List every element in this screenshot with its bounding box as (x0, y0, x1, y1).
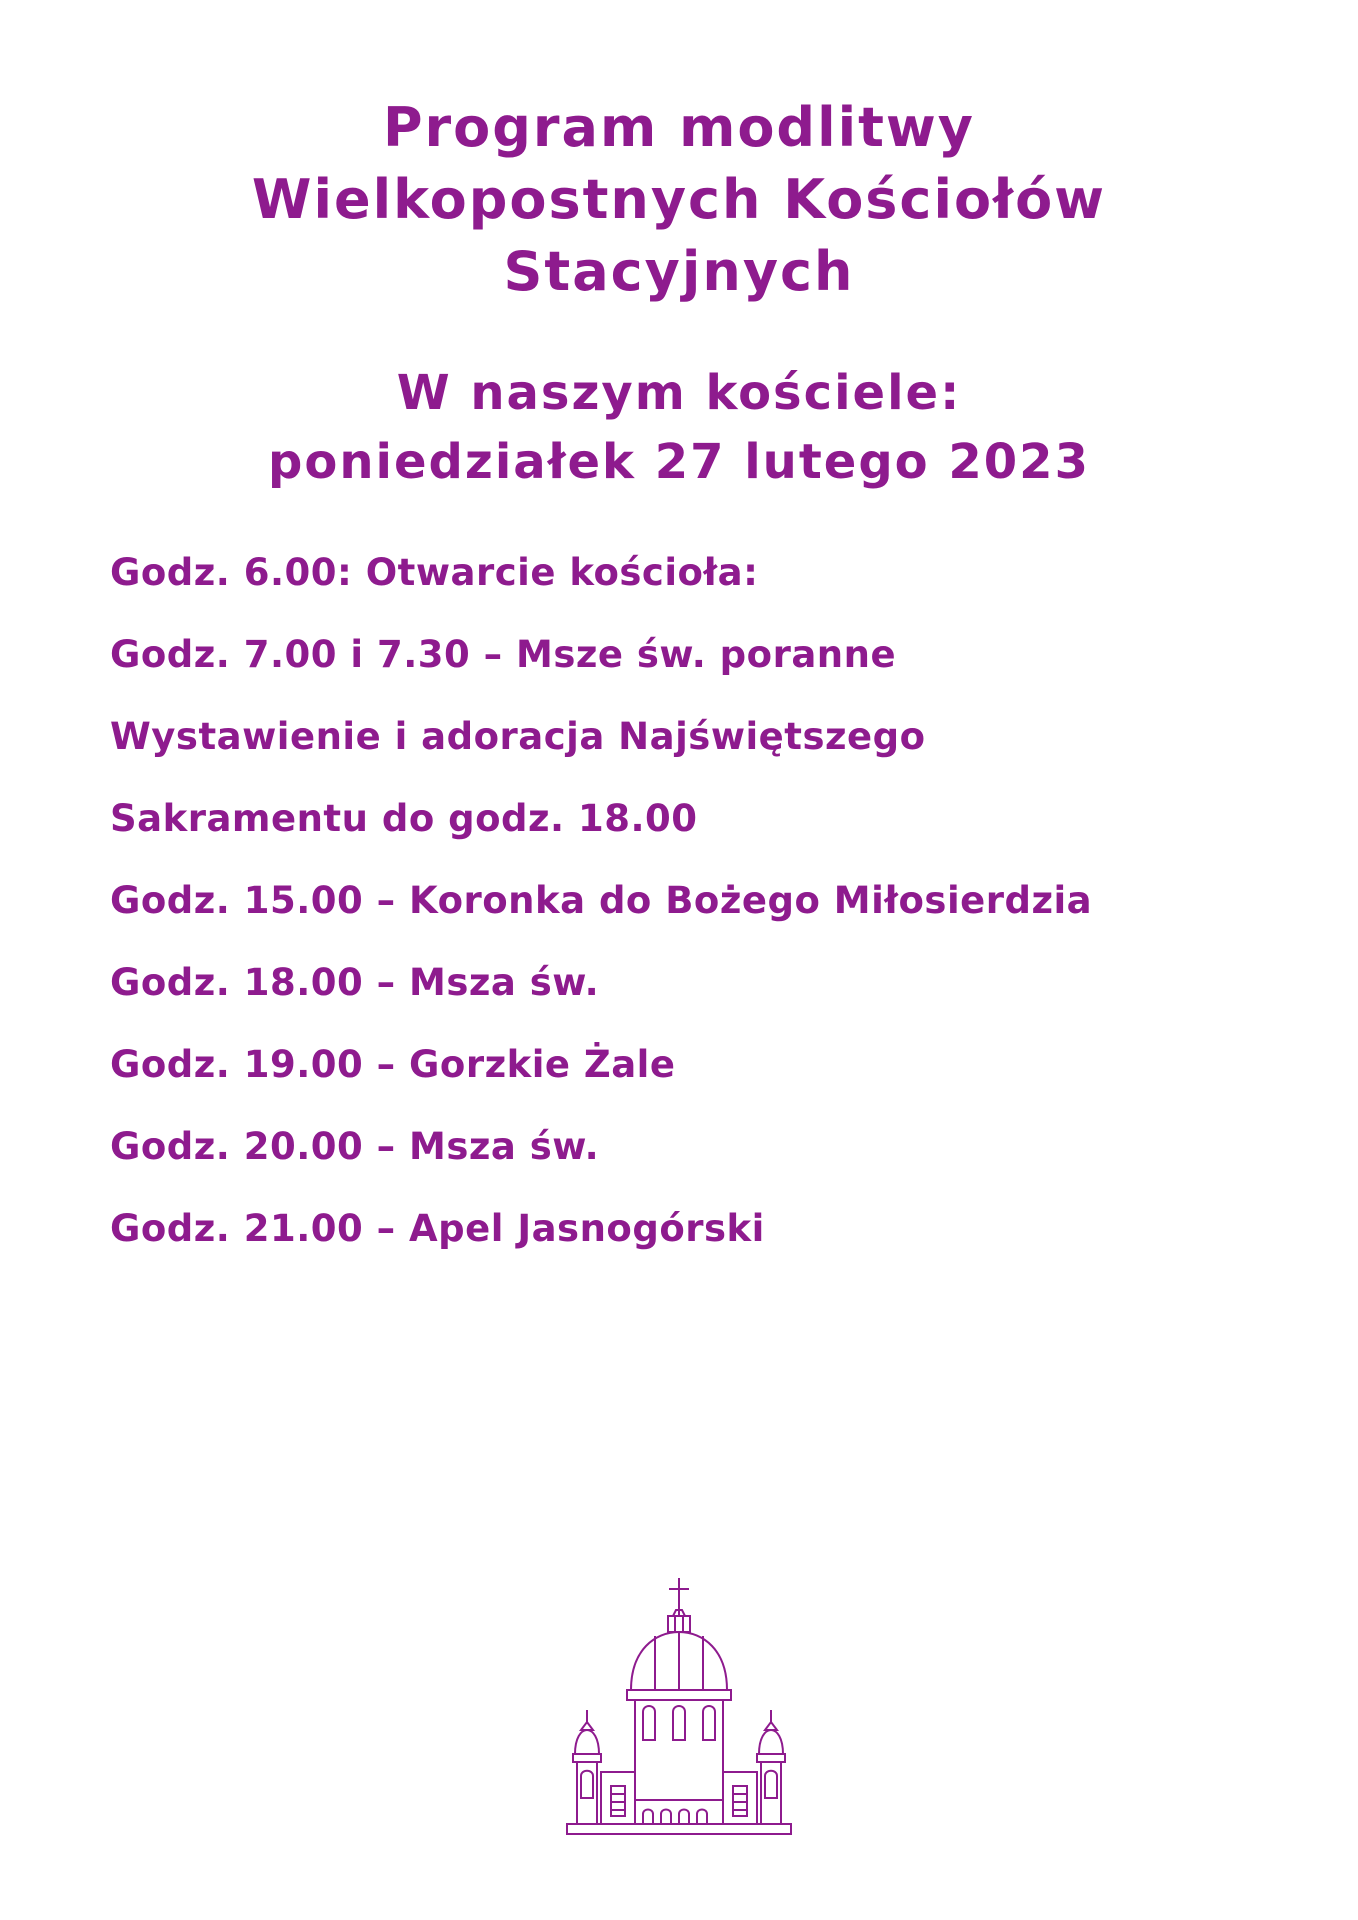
schedule-item: Sakramentu do godz. 18.00 (110, 796, 698, 840)
schedule-item: Godz. 6.00: Otwarcie kościoła: (110, 550, 759, 594)
page-title (0, 0, 1358, 307)
schedule-list (0, 550, 1358, 1250)
subtitle-line-1: W naszym kościele: (396, 365, 962, 422)
schedule-item: Godz. 20.00 – Msza św. (110, 1124, 600, 1168)
subtitle-line-2: poniedziałek 27 lutego 2023 (268, 433, 1090, 490)
schedule-item: Godz. 21.00 – Apel Jasnogórski (110, 1206, 765, 1250)
title-line-3: Stacyjnych (503, 239, 855, 303)
schedule-item: Godz. 19.00 – Gorzkie Żale (110, 1042, 676, 1086)
church-illustration (0, 1572, 1358, 1872)
schedule-item: Godz. 18.00 – Msza św. (110, 960, 600, 1004)
title-line-1: Program modlitwy (382, 96, 976, 159)
page-subtitle (0, 359, 1358, 495)
schedule-item: Godz. 7.00 i 7.30 – Msze św. poranne (110, 632, 897, 676)
schedule-item: Godz. 15.00 – Koronka do Bożego Miłosierdzia (110, 878, 1093, 922)
title-line-2: Wielkopostnych Kościołów (251, 167, 1107, 231)
schedule-item: Wystawienie i adoracja Najświętszego (110, 714, 926, 758)
